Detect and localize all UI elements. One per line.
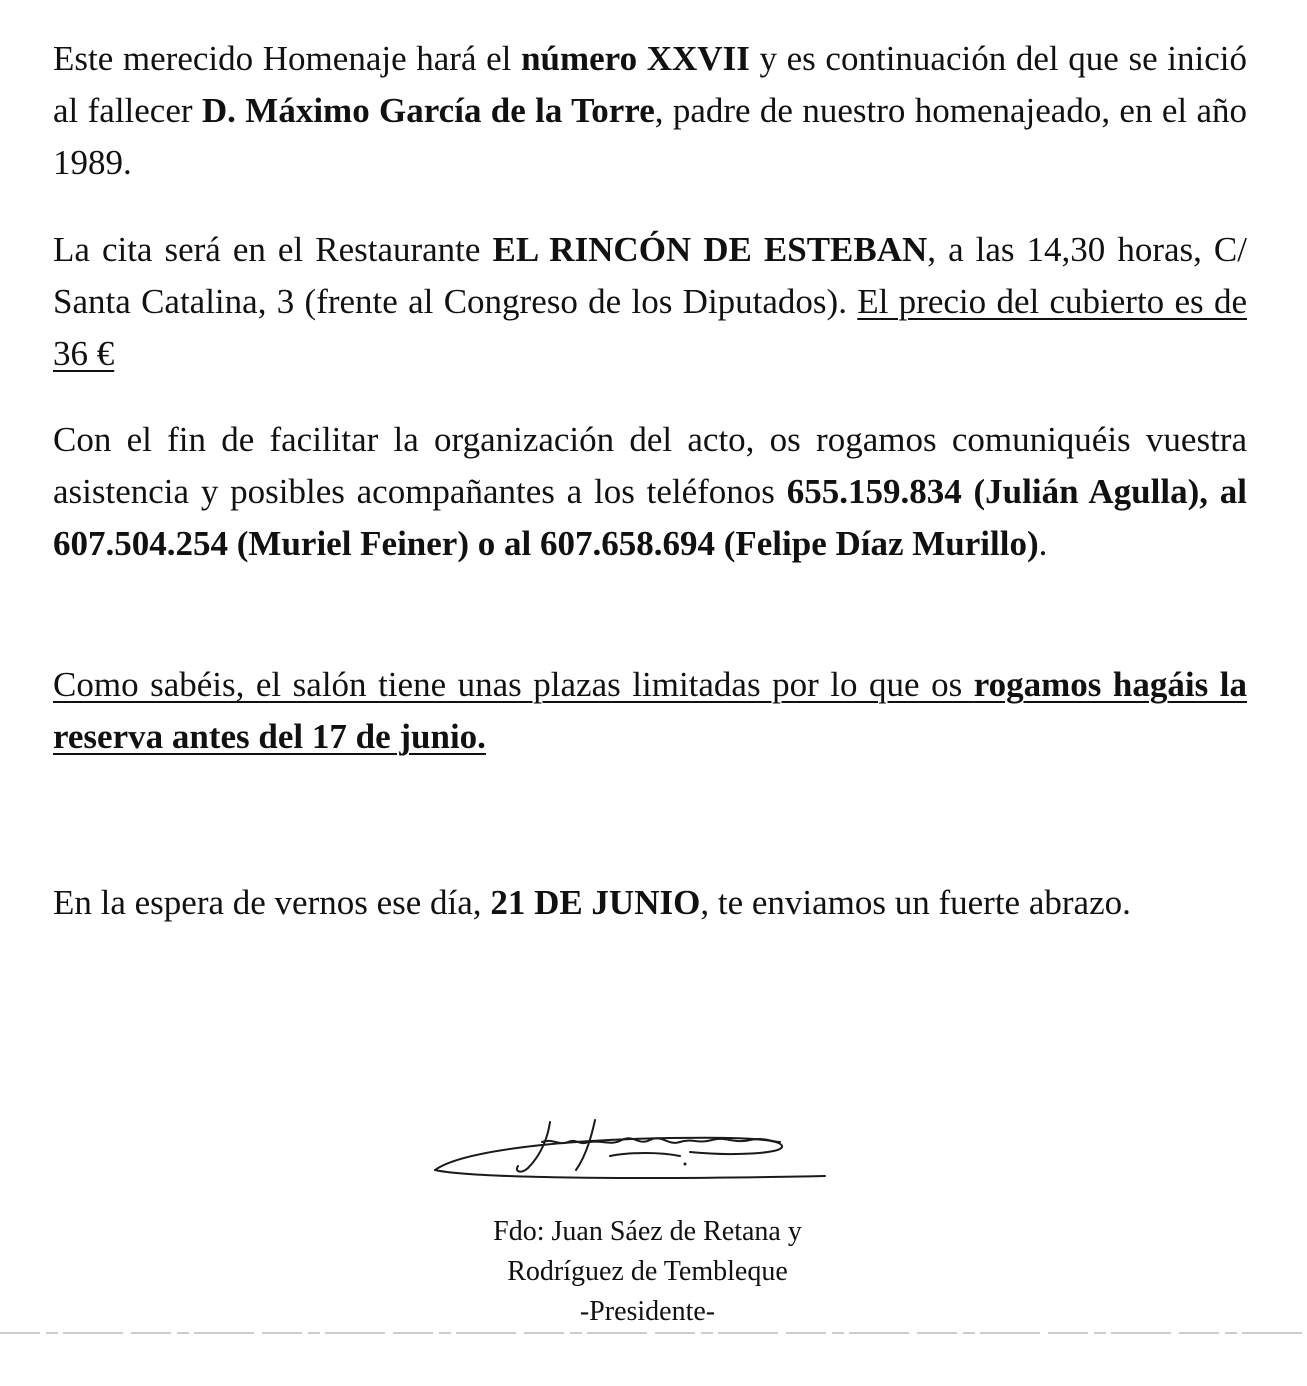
p1-text-c: y es continuación del que se inició al fallecer <box>53 39 1247 130</box>
scan-edge-line <box>0 1332 1307 1334</box>
p2-bold-restaurant: EL RINCÓN DE ESTEBAN <box>492 230 928 269</box>
signature-line-2: Rodríguez de Tembleque <box>507 1256 788 1287</box>
p4-bold-underline-reserva: rogamos hagáis la reserva antes del 17 de junio. <box>53 665 1247 756</box>
p5-text-a: En la espera de vernos ese día, <box>53 883 491 922</box>
p4-underline-text: Como sabéis, el salón tiene unas plazas limitadas por lo que os <box>53 665 974 704</box>
paragraph-reserva <box>53 659 1247 763</box>
p1-bold-name: D. Máximo García de la Torre <box>201 91 655 130</box>
paragraph-cita <box>53 224 1247 380</box>
p5-text-c: , te enviamos un fuerte abrazo. <box>700 883 1131 922</box>
paragraph-organizacion <box>53 414 1247 570</box>
paragraph-homenaje <box>53 33 1247 189</box>
p2-text-c: , a las 14,30 horas, C/ Santa Catalina, 3 (frente al Congreso de los Diputados). <box>53 230 1247 321</box>
p3-bold-telefonos: 655.159.834 (Julián Agulla), al 607.504.254 (Muriel Feiner) o al 607.658.694 (Felipe Díaz Murillo) <box>53 472 1248 563</box>
signature-block <box>430 1212 865 1332</box>
signature-line-3: -Presidente- <box>579 1296 716 1327</box>
signature-line-1: Fdo: Juan Sáez de Retana y <box>493 1216 802 1247</box>
p1-text-e: , padre de nuestro homenajeado, en el año 1989. <box>53 91 1247 182</box>
p2-text-a: La cita será en el Restaurante <box>53 230 493 269</box>
paragraph-despedida <box>53 877 1247 929</box>
p2-underline-precio: El precio del cubierto es de 36 € <box>53 282 1247 373</box>
p1-bold-numero: número XXVII <box>521 39 750 78</box>
p1-text-a: Este merecido Homenaje hará el <box>53 39 522 78</box>
p3-text-a: Con el fin de facilitar la organización del acto, os rogamos comuniquéis vuestra asistencia y posibles acompañantes a los teléfonos <box>53 420 1247 511</box>
handwritten-signature <box>430 1112 830 1192</box>
p5-bold-fecha: 21 DE JUNIO <box>490 883 701 922</box>
p3-text-c: . <box>1038 524 1048 563</box>
